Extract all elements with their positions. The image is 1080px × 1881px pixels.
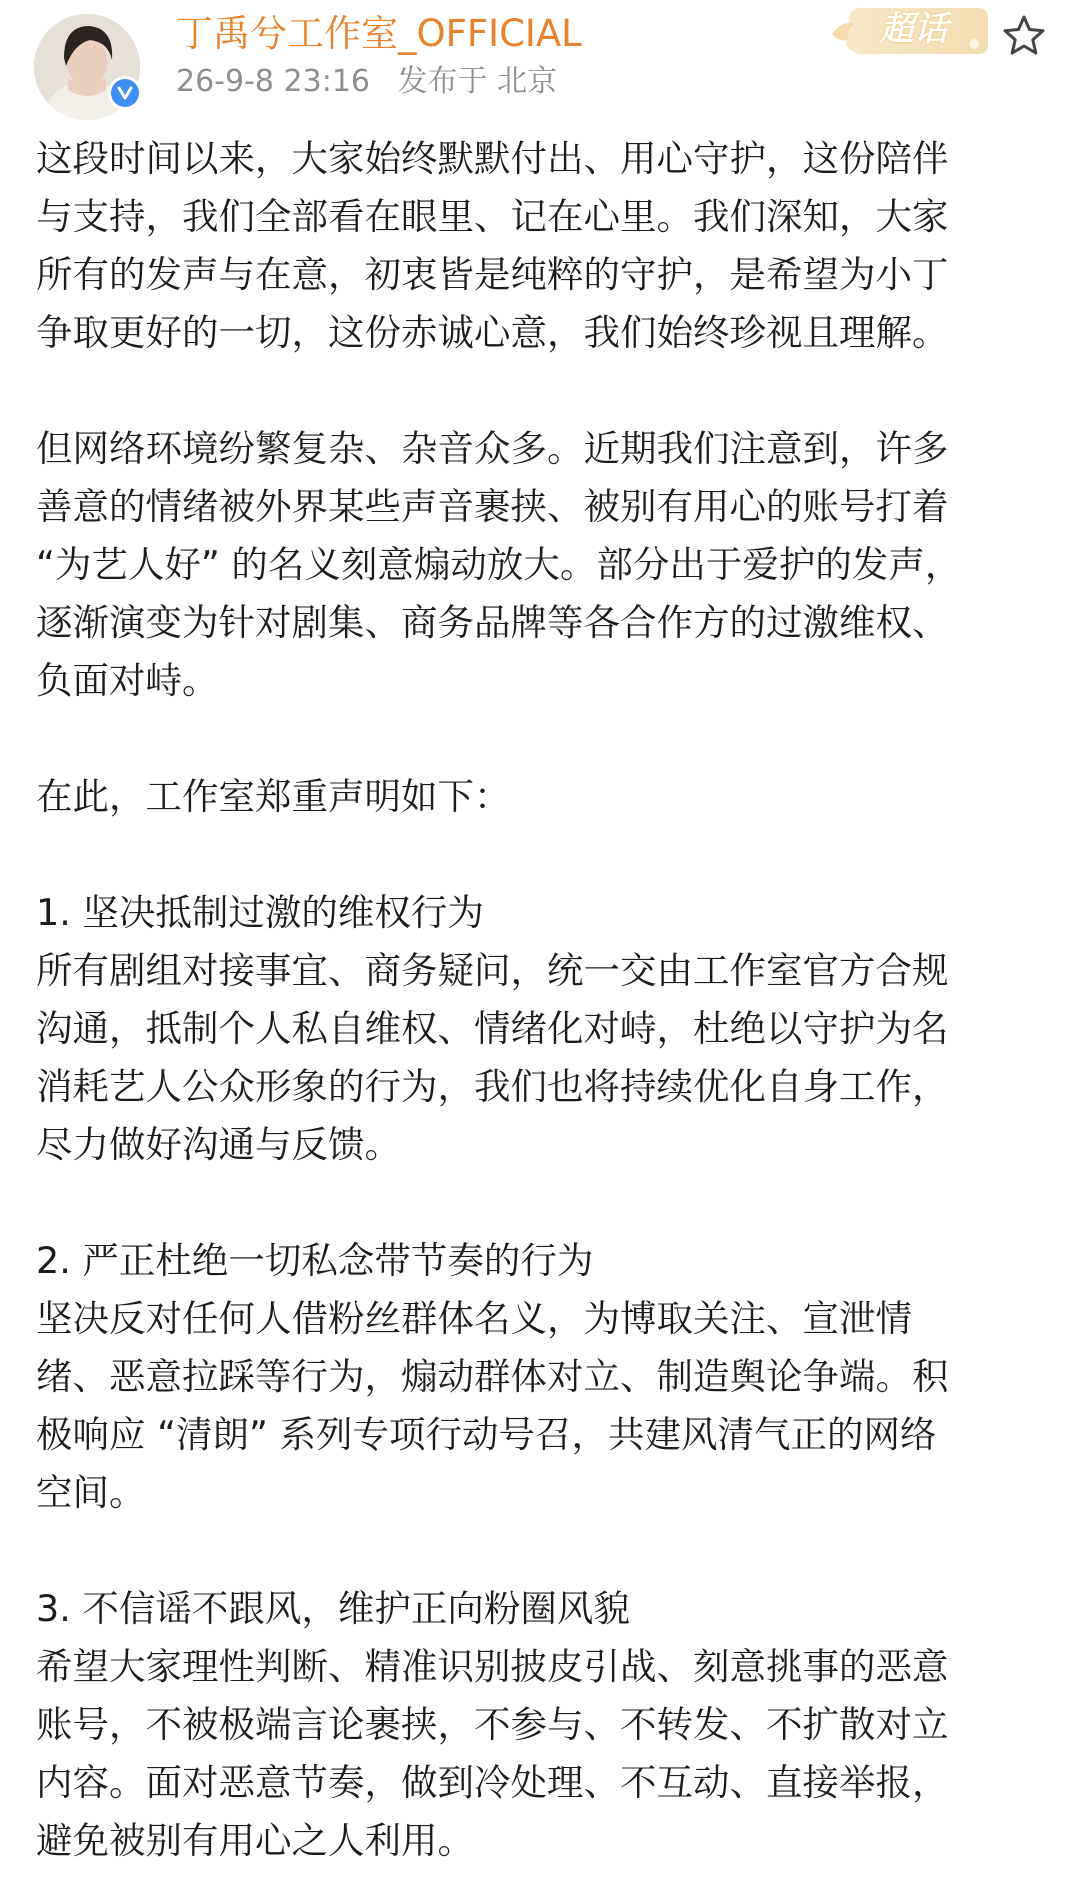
author-name[interactable]: 丁禹兮工作室_OFFICIAL <box>176 12 582 55</box>
text-line: 消耗艺人公众形象的行为，我们也将持续优化自身工作， <box>36 1065 949 1108</box>
text-line: 与支持，我们全部看在眼里、记在心里。我们深知，大家 <box>36 195 949 238</box>
paragraph-intro <box>36 130 1046 362</box>
statement-item-2 <box>36 1232 1046 1522</box>
text-line: 这段时间以来，大家始终默默付出、用心守护，这份陪伴 <box>36 137 949 180</box>
text-line: 争取更好的一切，这份赤诚心意，我们始终珍视且理解。 <box>36 311 949 354</box>
verified-badge-icon <box>108 76 142 110</box>
post-header <box>0 0 1080 120</box>
super-topic-label: 超话 <box>880 9 948 49</box>
text-line: “为艺人好” 的名义刻意煽动放大。部分出于爱护的发声， <box>36 543 962 586</box>
statement-heading: 3. 不信谣不跟风，维护正向粉圈风貌 <box>36 1587 630 1630</box>
statement-item-3 <box>36 1580 1046 1870</box>
super-topic-badge[interactable] <box>828 0 996 62</box>
text-line: 空间。 <box>36 1471 146 1514</box>
text-line: 尽力做好沟通与反馈。 <box>36 1123 401 1166</box>
post-meta <box>176 62 575 102</box>
text-line: 内容。面对恶意节奏，做到冷处理、不互动、直接举报， <box>36 1761 949 1804</box>
text-line: 但网络环境纷繁复杂、杂音众多。近期我们注意到，许多 <box>36 427 949 470</box>
paragraph-context <box>36 420 1046 710</box>
text-line: 负面对峙。 <box>36 659 219 702</box>
text-line: 所有的发声与在意，初衷皆是纯粹的守护，是希望为小丁 <box>36 253 949 296</box>
text-line: 善意的情绪被外界某些声音裹挟、被别有用心的账号打着 <box>36 485 949 528</box>
statement-item-1 <box>36 884 1046 1174</box>
post-location: 发布于 北京 <box>397 64 558 99</box>
paragraph-statement-intro <box>36 768 1046 826</box>
text-line: 账号，不被极端言论裹挟，不参与、不转发、不扩散对立 <box>36 1703 949 1746</box>
post-body <box>36 130 1046 1870</box>
text-line: 逐渐演变为针对剧集、商务品牌等各合作方的过激维权、 <box>36 601 949 644</box>
text-line: 所有剧组对接事宜、商务疑问，统一交由工作室官方合规 <box>36 949 949 992</box>
statement-heading: 2. 严正杜绝一切私念带节奏的行为 <box>36 1239 594 1282</box>
text-line: 沟通，抵制个人私自维权、情绪化对峙，杜绝以守护为名 <box>36 1007 949 1050</box>
text-line: 极响应 “清朗” 系列专项行动号召，共建风清气正的网络 <box>36 1413 937 1456</box>
text-line: 希望大家理性判断、精准识别披皮引战、刻意挑事的恶意 <box>36 1645 949 1688</box>
text-line: 绪、恶意拉踩等行为，煽动群体对立、制造舆论争端。积 <box>36 1355 949 1398</box>
post-timestamp: 26-9-8 23:16 <box>176 64 370 99</box>
star-icon[interactable] <box>1000 12 1048 60</box>
statement-heading: 1. 坚决抵制过激的维权行为 <box>36 891 484 934</box>
text-line: 避免被别有用心之人利用。 <box>36 1819 474 1862</box>
text-line: 坚决反对任何人借粉丝群体名义，为博取关注、宣泄情 <box>36 1297 912 1340</box>
text-line: 在此，工作室郑重声明如下： <box>36 775 511 818</box>
